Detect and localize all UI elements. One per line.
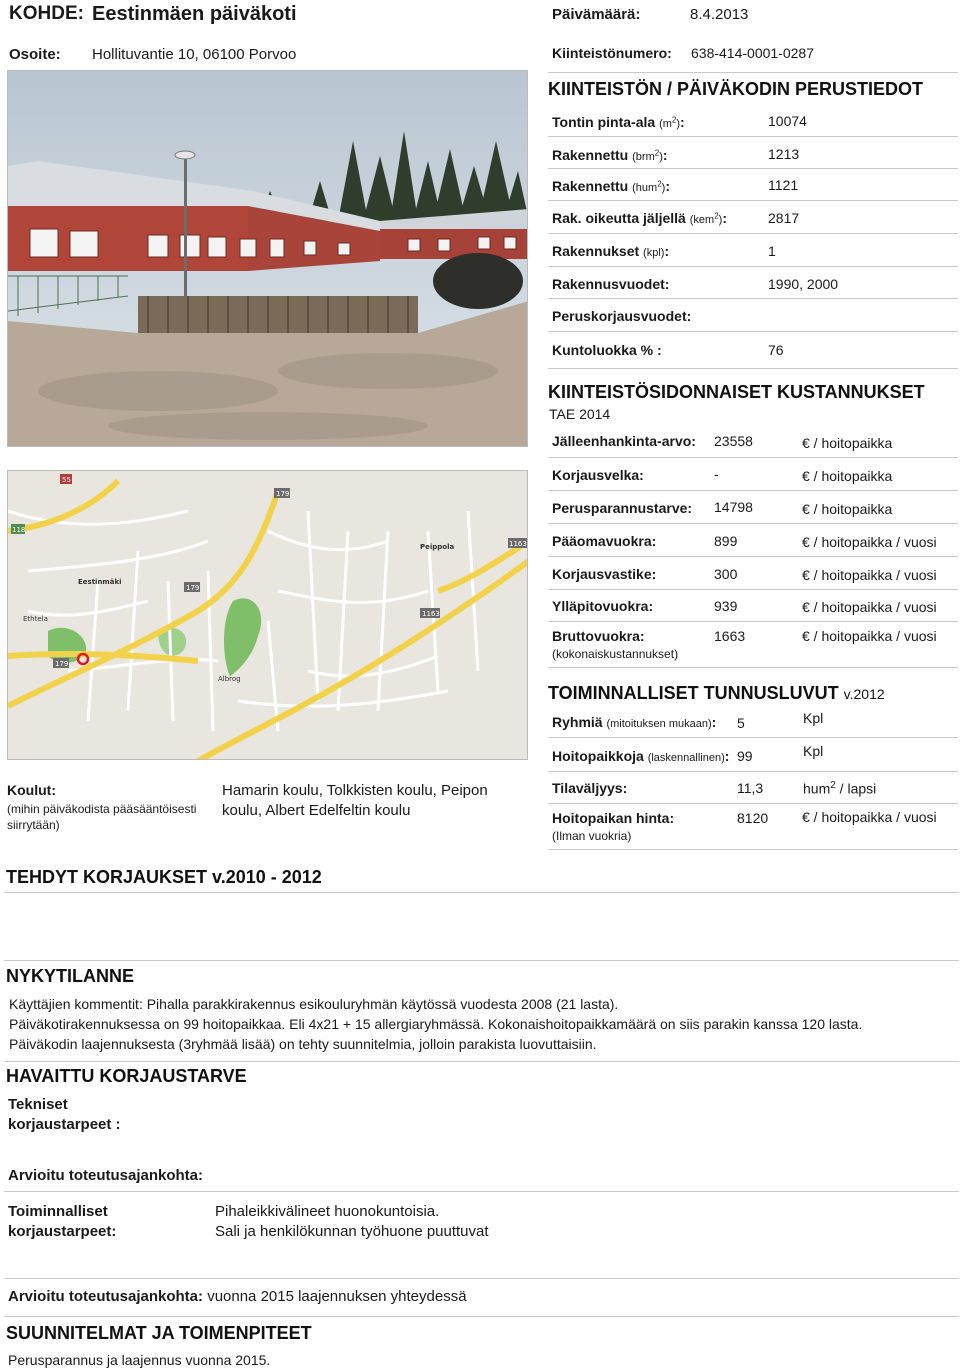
- row-divider: [548, 490, 958, 491]
- kiinteistonumero-label: Kiinteistönumero:: [552, 45, 672, 61]
- row-divider: [548, 803, 958, 804]
- tunnusluvut-title: TOIMINNALLISET TUNNUSLUVUT v.2012: [548, 683, 885, 703]
- ryhmia-unit: Kpl: [803, 710, 824, 726]
- hinta-label: Hoitopaikan hinta:: [552, 810, 675, 826]
- row-divider: [548, 589, 958, 590]
- road-number-label: 1163: [509, 540, 527, 548]
- kustannukset-row-label: Jälleenhankinta-arvo:: [552, 433, 696, 449]
- toiminnalliset-line: Sali ja henkilökunnan työhuone puuttuvat: [215, 1223, 489, 1240]
- section-divider: [4, 892, 959, 893]
- row-divider: [548, 266, 958, 267]
- perustiedot-row-value: 2817: [768, 210, 800, 226]
- perustiedot-row-value: 1: [768, 243, 776, 259]
- hinta-value: 8120: [737, 810, 769, 826]
- row-divider: [548, 368, 958, 369]
- row-divider: [548, 556, 958, 557]
- perustiedot-title: KIINTEISTÖN / PÄIVÄKODIN PERUSTIEDOT: [548, 79, 924, 99]
- row-divider: [548, 523, 958, 524]
- kustannukset-row-value: 23558: [714, 433, 753, 449]
- arvioitu-row: Arvioitu toteutusajankohta: vuonna 2015 laajennuksen yhteydessä: [8, 1288, 467, 1305]
- kustannukset-title: KIINTEISTÖSIDONNAISET KUSTANNUKSET: [548, 382, 925, 402]
- tilavaljyys-unit: hum$^2$ / lapsi: [803, 780, 877, 797]
- kustannukset-row-unit: € / hoitopaikka / vuosi: [802, 534, 937, 550]
- unit-note: (kpl): [643, 247, 665, 259]
- section-divider: [4, 960, 959, 961]
- perustiedot-row-label: Rakennettu (hum$^2$):: [552, 178, 670, 194]
- road-number-label: 1163: [422, 610, 440, 618]
- kustannukset-row-value: 14798: [714, 499, 753, 515]
- suunnitelmat-text: Perusparannus ja laajennus vuonna 2015.: [8, 1352, 271, 1368]
- perustiedot-row-label: Rakennukset (kpl):: [552, 243, 670, 259]
- kustannukset-row-label: Ylläpitovuokra:: [552, 598, 654, 614]
- row-divider: [548, 621, 958, 622]
- perustiedot-row-value: 1213: [768, 146, 800, 162]
- row-divider: [548, 168, 958, 169]
- row-divider: [548, 457, 958, 458]
- unit-note: (kem$^2$): [689, 211, 723, 226]
- tekniset-label: Tekniset: [8, 1096, 68, 1113]
- building-photo-illustration: [8, 71, 528, 447]
- kustannukset-row-value: 300: [714, 566, 738, 582]
- row-divider: [548, 200, 958, 201]
- arvioitu-label: Arvioitu toteutusajankohta:: [8, 1167, 204, 1184]
- nykytilanne-line: Käyttäjien kommentit: Pihalla parakkirakennus esikouluryhmän käytössä vuodesta 2008 (21 lasta).: [9, 996, 619, 1012]
- section-divider: [4, 1316, 959, 1317]
- perustiedot-row-label: Tontin pinta-ala $(m^2)$:: [552, 114, 685, 130]
- osoite-value: Hollituvantie 10, 06100 Porvoo: [92, 46, 297, 63]
- row-divider: [548, 849, 958, 850]
- map-place-label: Ethtela: [23, 615, 48, 623]
- location-map[interactable]: [7, 470, 528, 760]
- kustannukset-subtitle: TAE 2014: [549, 406, 611, 422]
- osoite-label: Osoite:: [9, 46, 61, 63]
- hoitopaikkoja-label: Hoitopaikkoja (laskennallinen):: [552, 748, 730, 764]
- koulut-label: Koulut:: [7, 782, 56, 798]
- map-place-label: Peippola: [420, 543, 455, 551]
- kustannukset-row-unit: € / hoitopaikka / vuosi: [802, 628, 937, 644]
- perustiedot-row-label: Rak. oikeutta jäljellä (kem$^2$):: [552, 210, 727, 226]
- korjaukset-title: TEHDYT KORJAUKSET v.2010 - 2012: [6, 867, 322, 887]
- tilavaljyys-label: Tilaväljyys:: [552, 780, 628, 796]
- hinta-unit: € / hoitopaikka / vuosi: [802, 809, 937, 825]
- section-divider: [4, 1191, 959, 1192]
- perustiedot-row-value: 1121: [768, 177, 799, 193]
- kohde-value: Eestinmäen päiväkoti: [92, 3, 297, 25]
- unit-note: $(m^2)$: [659, 115, 681, 130]
- row-divider: [548, 331, 958, 332]
- section-divider: [4, 1061, 959, 1062]
- kustannukset-row-unit: € / hoitopaikka: [802, 468, 893, 484]
- perustiedot-row-label: Rakennettu (brm$^2$):: [552, 147, 668, 163]
- ryhmia-value: 5: [737, 715, 745, 731]
- nykytilanne-title: NYKYTILANNE: [6, 966, 135, 986]
- nykytilanne-line: Päiväkodin laajennuksesta (3ryhmää lisää) on tehty suunnitelmia, jolloin parakista luovuttaisiin.: [9, 1036, 597, 1052]
- unit-note: (hum$^2$): [632, 179, 666, 194]
- kustannukset-row-value: 899: [714, 533, 738, 549]
- kustannukset-row-label: Bruttovuokra:: [552, 628, 645, 644]
- unit-note: (brm$^2$): [632, 148, 663, 163]
- perustiedot-row-value: 10074: [768, 113, 807, 129]
- paivamaara-value: 8.4.2013: [690, 6, 749, 23]
- kohde-label: KOHDE:: [9, 3, 84, 24]
- header-divider: [548, 72, 958, 73]
- kustannukset-row-unit: € / hoitopaikka / vuosi: [802, 567, 937, 583]
- section-divider: [4, 1278, 959, 1279]
- nykytilanne-line: Päiväkotirakennuksessa on 99 hoitopaikkaa. Eli 4x21 + 15 allergiaryhmässä. Kokonaishoitopaikkamäärä on siis parakin kanssa 120 lasta.: [9, 1016, 863, 1032]
- map-place-label: Eestinmäki: [78, 578, 122, 586]
- perustiedot-row-label: Rakennusvuodet:: [552, 276, 670, 292]
- brutto-note: (kokonaiskustannukset): [552, 647, 679, 661]
- row-divider: [548, 233, 958, 234]
- kiinteistonumero-value: 638-414-0001-0287: [691, 45, 814, 61]
- kustannukset-row-unit: € / hoitopaikka / vuosi: [802, 599, 937, 615]
- road-number-label: 55: [62, 476, 71, 484]
- korjaustarve-title: HAVAITTU KORJAUSTARVE: [6, 1066, 247, 1086]
- kustannukset-row-value: -: [714, 466, 719, 482]
- hinta-note: (Ilman vuokria): [552, 829, 632, 843]
- kustannukset-row-unit: € / hoitopaikka: [802, 435, 893, 451]
- kustannukset-row-label: Korjausvelka:: [552, 467, 644, 483]
- road-number-label: 179: [186, 584, 200, 592]
- building-photo: [7, 70, 528, 447]
- kustannukset-row-value: 1663: [714, 628, 746, 644]
- kustannukset-row-unit: € / hoitopaikka: [802, 501, 893, 517]
- toiminnalliset-label: Toiminnalliset: [8, 1203, 108, 1220]
- koulut-value: Hamarin koulu, Tolkkisten koulu, Peipon koulu, Albert Edelfeltin koulu: [222, 782, 488, 819]
- tilavaljyys-value: 11,3: [737, 780, 764, 796]
- toiminnalliset-label: korjaustarpeet:: [8, 1223, 117, 1240]
- road-number-label: 118: [12, 526, 26, 534]
- road-number-label: 179: [55, 660, 69, 668]
- toiminnalliset-line: Pihaleikkivälineet huonokuntoisia.: [215, 1203, 440, 1220]
- row-divider: [548, 667, 958, 668]
- row-divider: [548, 298, 958, 299]
- hoitopaikkoja-value: 99: [737, 748, 753, 764]
- kustannukset-row-label: Pääomavuokra:: [552, 533, 657, 549]
- suunnitelmat-title: SUUNNITELMAT JA TOIMENPITEET: [6, 1323, 312, 1343]
- paivamaara-label: Päivämäärä:: [552, 6, 641, 23]
- kustannukset-row-label: Korjausvastike:: [552, 566, 657, 582]
- ryhmia-label: Ryhmiä (mitoituksen mukaan):: [552, 714, 717, 730]
- row-divider: [548, 737, 958, 738]
- perustiedot-row-label: Peruskorjausvuodet:: [552, 308, 692, 324]
- road-number-label: 179: [276, 490, 290, 498]
- perustiedot-row-label: Kuntoluokka % :: [552, 342, 662, 358]
- location-map-drawing: [8, 471, 528, 760]
- koulut-note: (mihin päiväkodista pääsääntöisesti siirrytään): [7, 802, 197, 832]
- perustiedot-row-value: 76: [768, 342, 784, 358]
- hoitopaikkoja-unit: Kpl: [803, 743, 824, 759]
- kustannukset-row-label: Perusparannustarve:: [552, 500, 693, 516]
- map-place-label: Albrog: [218, 675, 241, 683]
- perustiedot-row-value: 1990, 2000: [768, 276, 839, 292]
- kustannukset-row-value: 939: [714, 598, 738, 614]
- tekniset-label: korjaustarpeet :: [8, 1116, 121, 1133]
- row-divider: [548, 771, 958, 772]
- row-divider: [548, 136, 958, 137]
